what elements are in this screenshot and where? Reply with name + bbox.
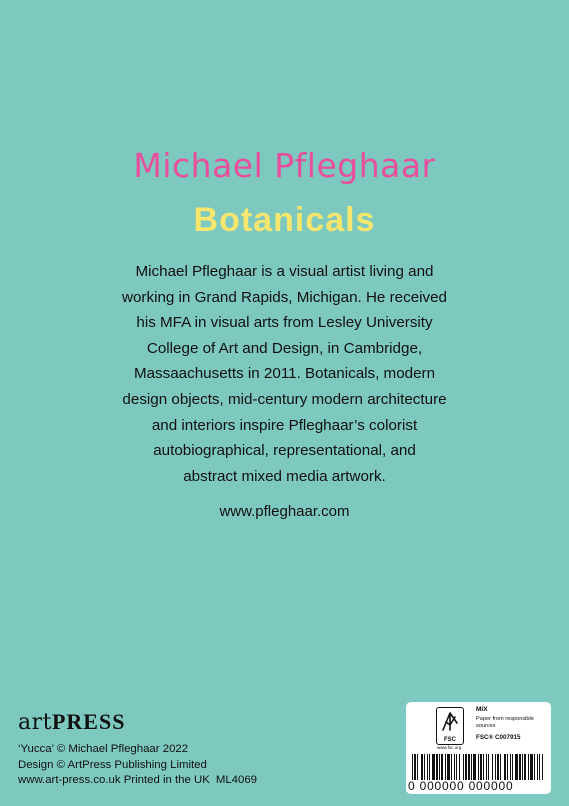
bio-line: working in Grand Rapids, Michigan. He received bbox=[122, 288, 447, 306]
bio-line: design objects, mid-century modern architecture bbox=[122, 390, 447, 408]
bio-line: abstract mixed media artwork. bbox=[183, 467, 386, 485]
artpress-logo bbox=[18, 708, 125, 737]
logo-press-text: PRESS bbox=[51, 709, 126, 734]
barcode-digits: 0 000000 000000 bbox=[408, 780, 549, 793]
bio-line: Massaachusetts in 2011. Botanicals, modern bbox=[133, 365, 436, 383]
collection-title: Botanicals bbox=[193, 201, 376, 239]
bio-line: and interiors inspire Pfleghaar’s colorist bbox=[151, 416, 418, 434]
publisher-web-line bbox=[18, 773, 257, 789]
fsc-website: www.fsc.org bbox=[437, 745, 462, 750]
fsc-logo-text: FSC bbox=[444, 737, 456, 743]
fsc-description: Paper from responsible sources bbox=[476, 716, 534, 729]
design-credit: Design © ArtPress Publishing Limited bbox=[18, 758, 207, 771]
bio-line: Michael Pfleghaar is a visual artist living and bbox=[135, 263, 434, 280]
fsc-mix-label: MIX bbox=[476, 706, 488, 713]
artist-website: www.pfleghaar.com bbox=[219, 503, 350, 520]
artist-bio bbox=[60, 259, 509, 489]
fsc-tree-check-icon bbox=[436, 707, 464, 745]
publisher-credits bbox=[18, 742, 257, 789]
artwork-credit: ‘Yucca’ © Michael Pfleghaar 2022 bbox=[18, 743, 189, 755]
logo-art-text: art bbox=[18, 710, 52, 735]
bio-line: his MFA in visual arts from Lesley University bbox=[136, 314, 433, 332]
bio-line: autobiographical, representational, and bbox=[153, 442, 416, 460]
product-code: ML4069 bbox=[215, 774, 257, 786]
bio-line: College of Art and Design, in Cambridge, bbox=[146, 339, 423, 357]
publisher-web-printed: www.art-press.co.uk Printed in the UK bbox=[18, 774, 210, 786]
artist-name: Michael Pfleghaar bbox=[133, 146, 436, 185]
fsc-label bbox=[406, 702, 551, 752]
fsc-license-code: FSC® C007915 bbox=[476, 734, 521, 741]
fsc-barcode-sticker bbox=[406, 702, 551, 794]
